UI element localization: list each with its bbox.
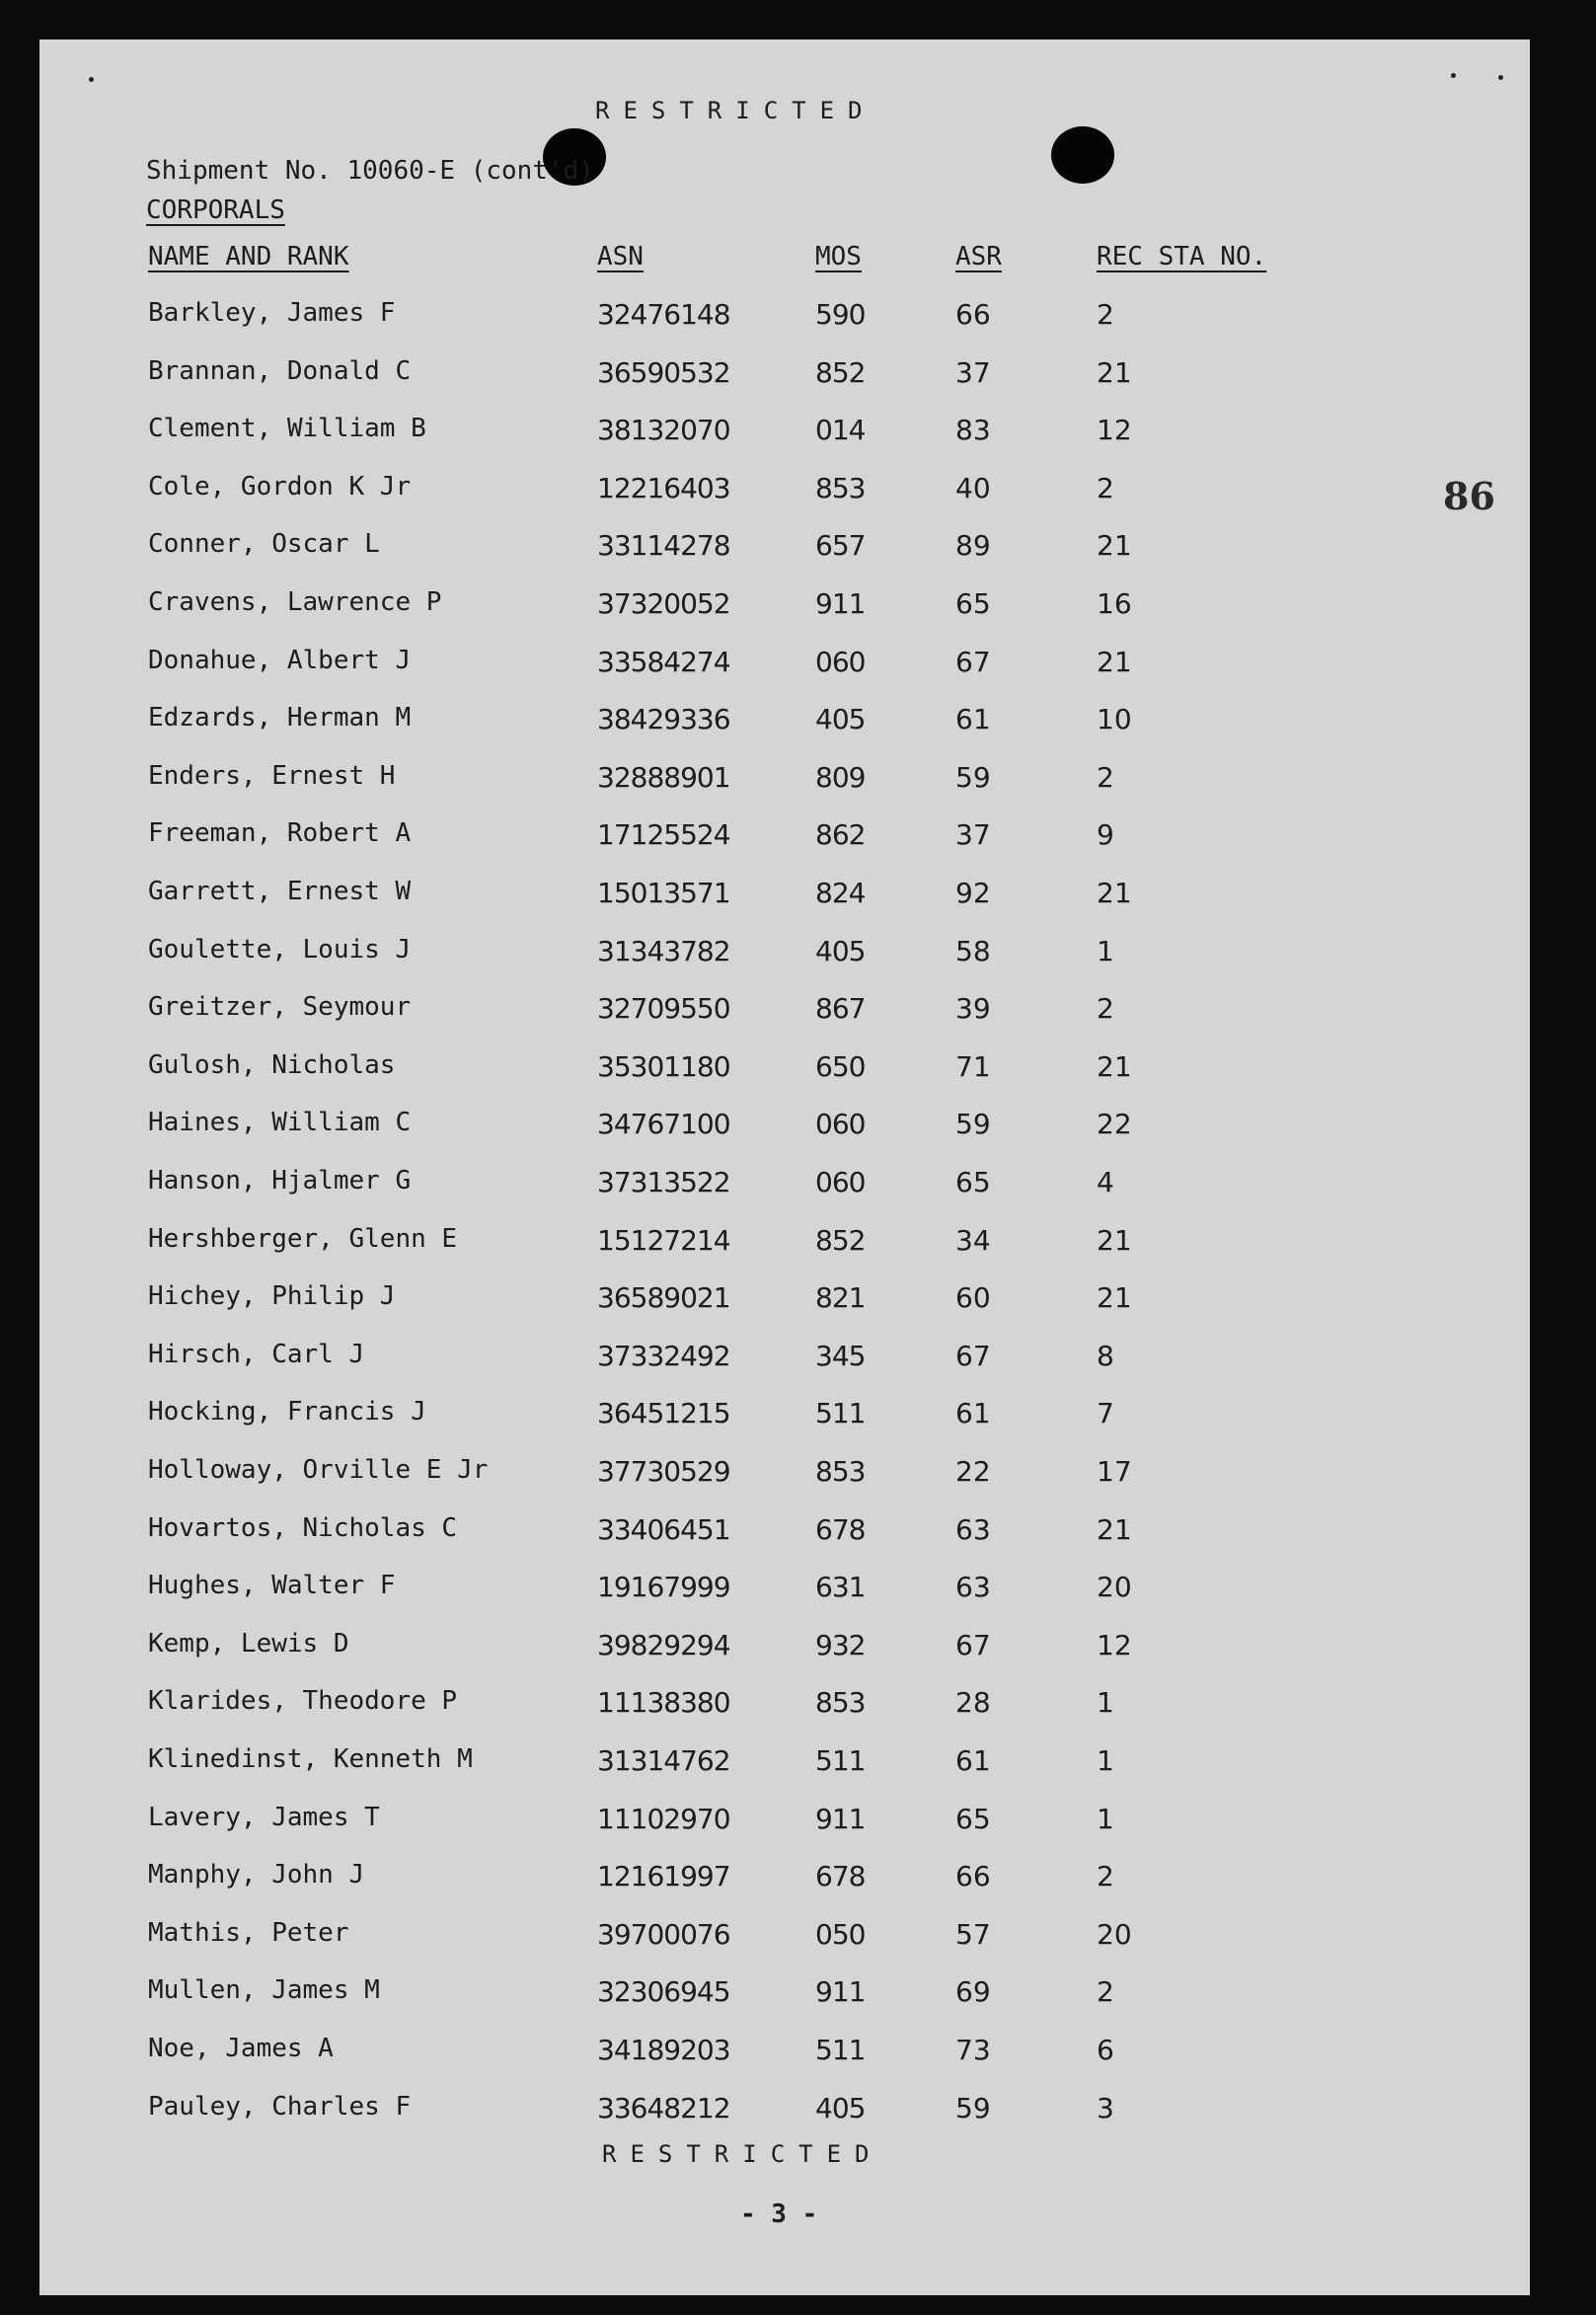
name-cell: Brannan, Donald C	[148, 355, 412, 386]
mos-cell: 853	[815, 471, 866, 504]
asr-cell: 34	[955, 1223, 991, 1257]
name-cell: Mullen, James M	[148, 1975, 380, 2006]
mos-cell: 345	[815, 1339, 866, 1372]
mos-cell: 821	[815, 1281, 866, 1315]
asr-cell: 67	[955, 1628, 991, 1661]
table-row	[39, 1803, 1530, 1842]
rec-station-cell: 3	[1097, 2091, 1114, 2124]
rec-station-cell: 12	[1097, 414, 1132, 447]
asr-cell: 63	[955, 1512, 991, 1546]
asn-cell: 37730529	[597, 1455, 730, 1488]
asn-cell: 11102970	[597, 1802, 730, 1835]
rec-station-cell: 12	[1097, 1628, 1132, 1661]
asn-cell: 37332492	[597, 1339, 730, 1372]
rec-station-cell: 2	[1097, 1860, 1114, 1893]
asr-cell: 60	[955, 1281, 991, 1315]
asn-cell: 37313522	[597, 1166, 730, 1198]
mos-cell: 824	[815, 877, 866, 909]
rec-station-cell: 21	[1097, 645, 1132, 678]
speck	[89, 77, 94, 82]
table-row	[39, 1975, 1530, 2015]
rec-station-cell: 1	[1097, 1686, 1114, 1720]
asn-cell: 34189203	[597, 2034, 730, 2066]
name-cell: Kemp, Lewis D	[148, 1628, 349, 1659]
table-row	[39, 818, 1530, 858]
table-row	[39, 1455, 1530, 1495]
name-cell: Noe, James A	[148, 2034, 334, 2063]
name-cell: Conner, Oscar L	[148, 529, 380, 560]
rec-station-cell: 1	[1097, 1802, 1114, 1835]
table-row	[39, 1224, 1530, 1264]
rec-station-cell: 21	[1097, 1049, 1132, 1083]
rec-station-cell: 7	[1097, 1397, 1114, 1430]
name-cell: Lavery, James T	[148, 1802, 380, 1832]
rec-station-cell: 2	[1097, 471, 1114, 504]
mos-cell: 060	[815, 645, 866, 678]
mos-cell: 511	[815, 2034, 866, 2066]
mos-cell: 809	[815, 760, 866, 794]
mos-cell: 862	[815, 818, 866, 852]
rec-station-cell: 10	[1097, 703, 1132, 736]
table-row	[39, 2092, 1530, 2131]
asr-cell: 65	[955, 587, 991, 620]
mos-cell: 867	[815, 992, 866, 1026]
table-row	[39, 1860, 1530, 1899]
asn-cell: 38132070	[597, 414, 730, 447]
table-row	[39, 1340, 1530, 1379]
asr-cell: 57	[955, 1917, 991, 1951]
asr-cell: 37	[955, 355, 991, 389]
asr-cell: 59	[955, 760, 991, 794]
mos-cell: 911	[815, 1975, 866, 2009]
speck	[1451, 73, 1456, 78]
mos-cell: 852	[815, 355, 866, 389]
asr-cell: 73	[955, 2034, 991, 2066]
page-number: - 3 -	[740, 2199, 818, 2229]
rec-station-cell: 20	[1097, 1917, 1132, 1951]
asn-cell: 31314762	[597, 1744, 730, 1777]
asn-cell: 36589021	[597, 1281, 730, 1315]
table-row	[39, 761, 1530, 801]
name-cell: Mathis, Peter	[148, 1917, 349, 1948]
asn-cell: 33406451	[597, 1512, 730, 1546]
asn-cell: 34767100	[597, 1108, 730, 1141]
rec-station-cell: 21	[1097, 529, 1132, 563]
mos-cell: 631	[815, 1571, 866, 1604]
mos-cell: 511	[815, 1397, 866, 1430]
asr-cell: 65	[955, 1166, 991, 1198]
name-cell: Edzards, Herman M	[148, 703, 412, 733]
asr-cell: 83	[955, 414, 991, 447]
rec-station-cell: 2	[1097, 1975, 1114, 2009]
table-row	[39, 1281, 1530, 1321]
mos-cell: 650	[815, 1049, 866, 1083]
mos-cell: 405	[815, 2091, 866, 2124]
asr-cell: 67	[955, 1339, 991, 1372]
speck	[1498, 75, 1503, 80]
classification-top: RESTRICTED	[595, 97, 876, 124]
name-cell: Pauley, Charles F	[148, 2091, 412, 2122]
mos-cell: 060	[815, 1108, 866, 1141]
table-row	[39, 992, 1530, 1032]
rec-station-cell: 21	[1097, 355, 1132, 389]
rec-station-cell: 20	[1097, 1571, 1132, 1604]
mos-cell: 050	[815, 1917, 866, 1951]
name-cell: Holloway, Orville E Jr	[148, 1455, 489, 1485]
mos-cell: 657	[815, 529, 866, 563]
rec-station-cell: 21	[1097, 1223, 1132, 1257]
asn-cell: 31343782	[597, 934, 730, 967]
asr-cell: 28	[955, 1686, 991, 1720]
asn-cell: 32709550	[597, 992, 730, 1026]
name-cell: Enders, Ernest H	[148, 760, 396, 791]
name-cell: Hovartos, Nicholas C	[148, 1512, 458, 1543]
asr-cell: 61	[955, 1744, 991, 1777]
rec-station-cell: 6	[1097, 2034, 1114, 2066]
name-cell: Hershberger, Glenn E	[148, 1223, 458, 1254]
shipment-title: Shipment No. 10060-E (cont'd)	[146, 156, 594, 186]
asn-cell: 15127214	[597, 1223, 730, 1257]
document-page	[39, 39, 1530, 2295]
rec-station-cell: 1	[1097, 1744, 1114, 1777]
name-cell: Greitzer, Seymour	[148, 992, 412, 1023]
rec-station-cell: 2	[1097, 992, 1114, 1026]
mos-cell: 060	[815, 1166, 866, 1198]
table-row	[39, 587, 1530, 627]
asn-cell: 37320052	[597, 587, 730, 620]
column-header-asr: ASR	[955, 242, 1002, 271]
asn-cell: 33114278	[597, 529, 730, 563]
table-row	[39, 529, 1530, 569]
mos-cell: 014	[815, 414, 866, 447]
mos-cell: 678	[815, 1860, 866, 1893]
column-header-mos: MOS	[815, 242, 862, 271]
asr-cell: 65	[955, 1802, 991, 1835]
asr-cell: 37	[955, 818, 991, 852]
name-cell: Hirsch, Carl J	[148, 1339, 365, 1369]
rec-station-cell: 9	[1097, 818, 1114, 852]
table-row	[39, 1744, 1530, 1784]
classification-bottom: RESTRICTED	[602, 2140, 883, 2168]
name-cell: Manphy, John J	[148, 1860, 365, 1891]
asr-cell: 89	[955, 529, 991, 563]
mos-cell: 405	[815, 703, 866, 736]
rec-station-cell: 21	[1097, 1512, 1132, 1546]
table-row	[39, 1918, 1530, 1958]
mos-cell: 852	[815, 1223, 866, 1257]
table-row	[39, 298, 1530, 338]
table-row	[39, 1397, 1530, 1436]
table-row	[39, 1513, 1530, 1553]
asn-cell: 17125524	[597, 818, 730, 852]
table-row	[39, 877, 1530, 916]
asr-cell: 66	[955, 1860, 991, 1893]
rec-station-cell: 2	[1097, 760, 1114, 794]
rec-station-cell: 17	[1097, 1455, 1132, 1488]
asr-cell: 61	[955, 703, 991, 736]
asr-cell: 63	[955, 1571, 991, 1604]
asr-cell: 66	[955, 298, 991, 331]
name-cell: Cravens, Lawrence P	[148, 587, 442, 617]
table-row	[39, 1050, 1530, 1090]
section-heading: CORPORALS	[146, 195, 285, 225]
asr-cell: 69	[955, 1975, 991, 2009]
rec-station-cell: 16	[1097, 587, 1132, 620]
mos-cell: 853	[815, 1455, 866, 1488]
table-row	[39, 646, 1530, 685]
asn-cell: 36590532	[597, 355, 730, 389]
name-cell: Klarides, Theodore P	[148, 1686, 458, 1717]
table-row	[39, 414, 1530, 453]
asr-cell: 39	[955, 992, 991, 1026]
name-cell: Donahue, Albert J	[148, 645, 412, 675]
column-header-rec: REC STA NO.	[1097, 242, 1267, 271]
table-row	[39, 356, 1530, 396]
rec-station-cell: 21	[1097, 877, 1132, 909]
asn-cell: 19167999	[597, 1571, 730, 1604]
table-row	[39, 1629, 1530, 1668]
asn-cell: 32306945	[597, 1975, 730, 2009]
table-row	[39, 1686, 1530, 1726]
asr-cell: 92	[955, 877, 991, 909]
asn-cell: 38429336	[597, 703, 730, 736]
column-header-asn: ASN	[597, 242, 644, 271]
asn-cell: 35301180	[597, 1049, 730, 1083]
mos-cell: 511	[815, 1744, 866, 1777]
mos-cell: 932	[815, 1628, 866, 1661]
name-cell: Barkley, James F	[148, 298, 396, 328]
name-cell: Cole, Gordon K Jr	[148, 471, 412, 502]
name-cell: Gulosh, Nicholas	[148, 1049, 396, 1080]
asr-cell: 59	[955, 2091, 991, 2124]
asn-cell: 12161997	[597, 1860, 730, 1893]
column-header-name: NAME AND RANK	[148, 242, 349, 271]
rec-station-cell: 21	[1097, 1281, 1132, 1315]
asn-cell: 12216403	[597, 471, 730, 504]
asr-cell: 40	[955, 471, 991, 504]
mos-cell: 405	[815, 934, 866, 967]
name-cell: Goulette, Louis J	[148, 934, 412, 965]
asr-cell: 22	[955, 1455, 991, 1488]
rec-station-cell: 1	[1097, 934, 1114, 967]
asr-cell: 59	[955, 1108, 991, 1141]
asn-cell: 39700076	[597, 1917, 730, 1951]
mos-cell: 911	[815, 587, 866, 620]
mos-cell: 853	[815, 1686, 866, 1720]
table-row	[39, 703, 1530, 742]
table-row	[39, 1571, 1530, 1610]
rec-station-cell: 2	[1097, 298, 1114, 331]
table-row	[39, 472, 1530, 511]
name-cell: Garrett, Ernest W	[148, 877, 412, 906]
asr-cell: 58	[955, 934, 991, 967]
asr-cell: 61	[955, 1397, 991, 1430]
name-cell: Hanson, Hjalmer G	[148, 1166, 412, 1196]
name-cell: Clement, William B	[148, 414, 426, 444]
asn-cell: 33648212	[597, 2091, 730, 2124]
table-row	[39, 1108, 1530, 1147]
asn-cell: 32476148	[597, 298, 730, 331]
name-cell: Hocking, Francis J	[148, 1397, 426, 1428]
rec-station-cell: 22	[1097, 1108, 1132, 1141]
asn-cell: 11138380	[597, 1686, 730, 1720]
rec-station-cell: 8	[1097, 1339, 1114, 1372]
name-cell: Hughes, Walter F	[148, 1571, 396, 1601]
page-stamp: 86	[1443, 474, 1495, 518]
mos-cell: 678	[815, 1512, 866, 1546]
asn-cell: 15013571	[597, 877, 730, 909]
name-cell: Haines, William C	[148, 1108, 412, 1138]
name-cell: Klinedinst, Kenneth M	[148, 1744, 473, 1774]
asr-cell: 67	[955, 645, 991, 678]
name-cell: Freeman, Robert A	[148, 818, 412, 849]
rec-station-cell: 4	[1097, 1166, 1114, 1198]
table-row	[39, 2034, 1530, 2073]
punch-hole	[1051, 126, 1114, 184]
mos-cell: 911	[815, 1802, 866, 1835]
asn-cell: 36451215	[597, 1397, 730, 1430]
table-row	[39, 1166, 1530, 1205]
asr-cell: 71	[955, 1049, 991, 1083]
name-cell: Hichey, Philip J	[148, 1281, 396, 1312]
asn-cell: 32888901	[597, 760, 730, 794]
mos-cell: 590	[815, 298, 866, 331]
table-row	[39, 935, 1530, 974]
asn-cell: 39829294	[597, 1628, 730, 1661]
asn-cell: 33584274	[597, 645, 730, 678]
